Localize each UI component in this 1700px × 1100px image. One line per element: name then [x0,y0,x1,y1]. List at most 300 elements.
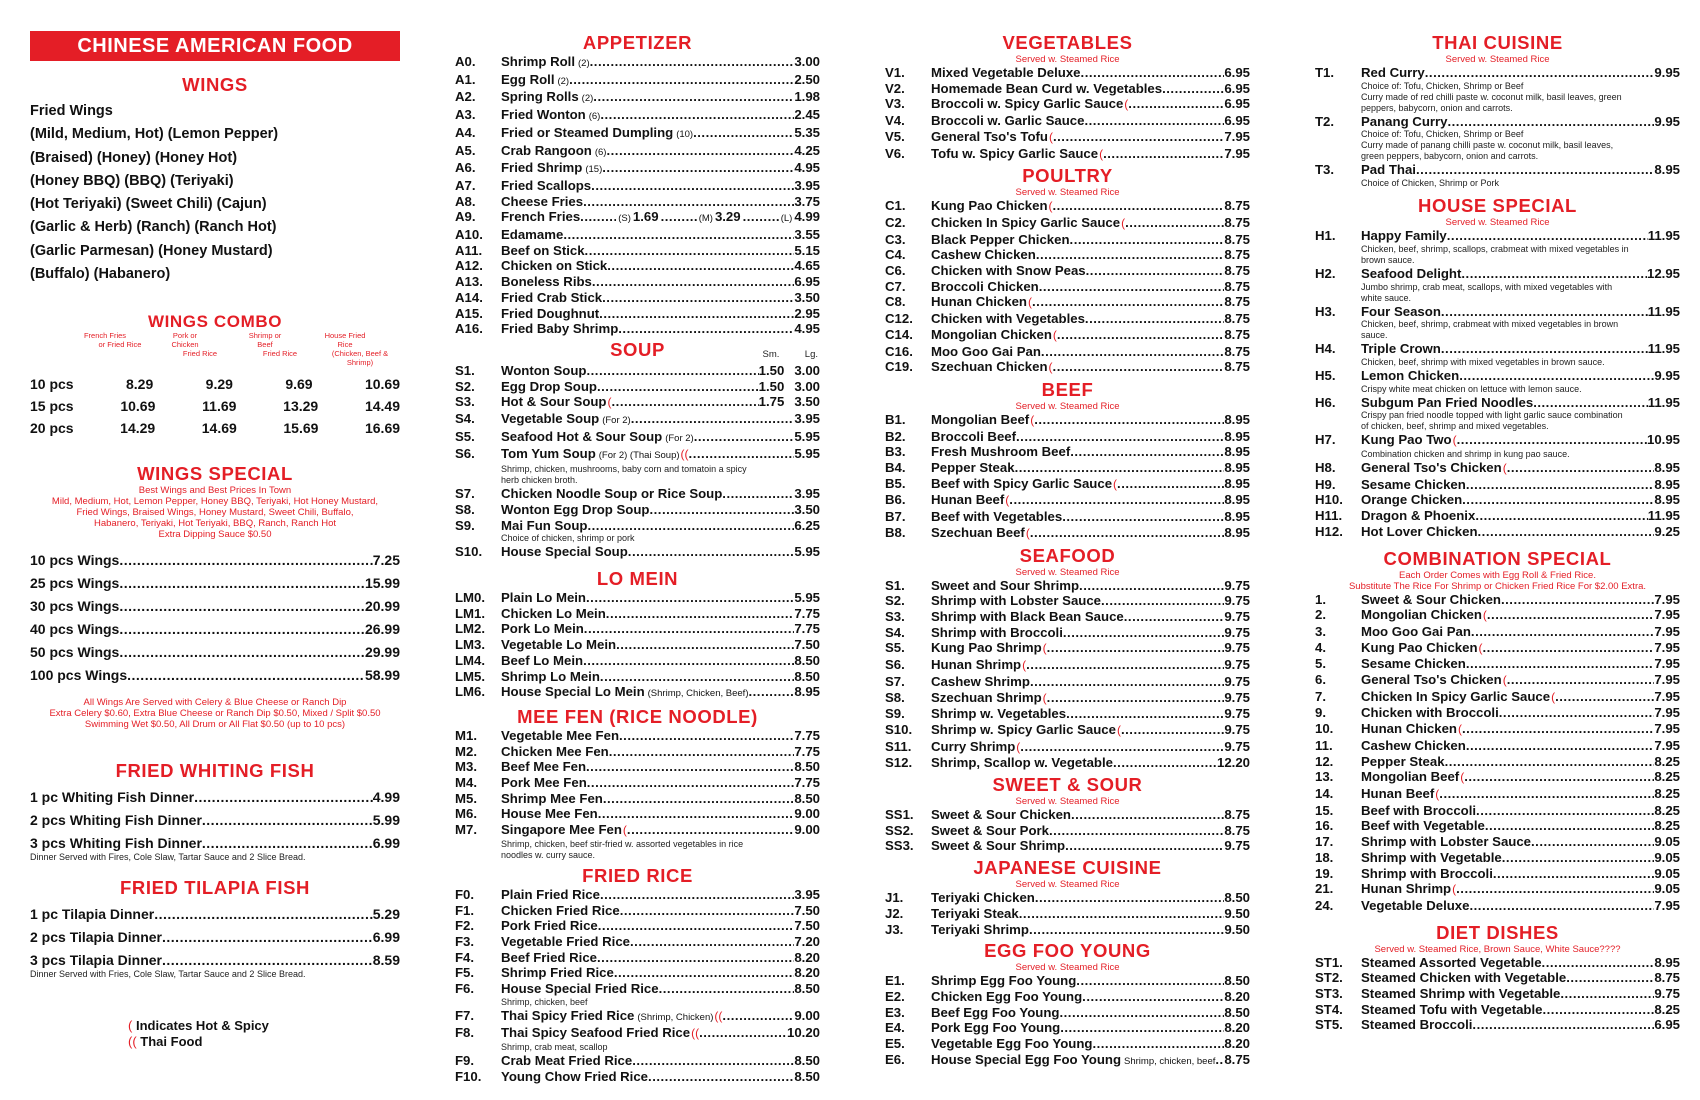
eggfoo-title: EGG FOO YOUNG [984,940,1151,962]
menu-item [1315,850,1680,866]
item-price: 3.75 [794,193,820,209]
item-name: Cheese Fries [501,193,584,209]
item-name: 10 pcs Wings [30,552,120,569]
menu-item [455,965,820,981]
leader-dots [1066,706,1224,722]
leader-dots [1459,368,1654,384]
menu-item [885,96,1250,113]
item-code: SS3. [885,838,914,854]
leader-dots [1047,690,1225,706]
item-price: 9.05 [1654,865,1680,881]
item-note: (For 2) [602,415,631,427]
item-name: 25 pcs Wings [30,575,120,592]
item-code: M2. [455,743,477,759]
leader-dots [318,395,365,417]
menu-item [30,572,400,595]
item-price: 4.25 [794,142,820,158]
item-code: LM2. [455,621,486,637]
item-code: H3. [1315,303,1336,319]
seafood-list [885,578,1250,771]
item-code: SS2. [885,822,914,838]
item-name: Cashew Shrimp [931,673,1030,689]
menu-item [1315,368,1680,384]
item-code: M5. [455,790,477,806]
menu-item [885,525,1250,542]
leader-dots [586,363,758,379]
item-price: 8.25 [1654,769,1680,785]
leader-dots [1466,477,1655,493]
item-price: 8.75 [1224,311,1250,327]
item-code: 16. [1315,818,1334,834]
menu-item [885,890,1250,906]
leader-dots [1441,341,1648,357]
beef-sub: Served w. Steamed Rice [1015,400,1120,412]
leader-dots [583,653,794,669]
leader-dots [1113,755,1217,771]
leader-dots [1478,524,1655,540]
leader-dots [1053,359,1225,375]
menu-item [885,232,1250,248]
item-code: A16. [455,321,483,337]
item-code: B6. [885,492,906,508]
item-code: B1. [885,411,906,427]
menu-item [455,669,820,685]
menu-item [1315,492,1680,508]
item-price: 3.50 [794,501,820,517]
item-name: Panang Curry [1361,113,1448,129]
menu-item [455,209,820,227]
item-name: Shrimp, Scallop w. Vegetable [931,755,1113,771]
item-price: 9.75 [1224,689,1250,705]
item-price: 7.25 [372,552,400,569]
menu-item [455,274,820,290]
leader-dots [722,1008,794,1024]
item-name: Sweet and Sour Shrimp [931,577,1080,593]
item-price: 8.75 [1654,970,1680,986]
item-name: Pad Thai [1361,162,1416,178]
item-name: Sweet & Sour Pork [931,822,1049,838]
item-code: S4. [885,624,905,640]
leader-dots [1416,162,1654,178]
item-code: A8. [455,193,476,209]
vegetables-list [885,65,1250,162]
item-code: S1. [455,362,475,378]
wings-combo-title: WINGS COMBO [147,312,283,332]
item-price: 8.95 [1224,509,1250,525]
size-label: (L) [780,213,793,225]
leader-dots [1425,65,1655,81]
item-code: F0. [455,886,475,902]
item-price: 7.75 [794,605,820,621]
item-name: Fresh Mushroom Beef [931,444,1071,460]
item-name: Shrimp Egg Foo Young [931,973,1077,989]
item-price: 9.75 [1224,657,1250,673]
item-code: LM3. [455,637,486,653]
item-code: C7. [885,278,906,294]
leader-dots [1035,890,1224,906]
item-price: 8.95 [1654,162,1680,178]
leader-dots [119,641,365,664]
item-note: (Shrimp, Chicken) [637,1011,714,1023]
leader-dots [1036,247,1225,263]
leader-dots [1057,327,1224,343]
meefen-list [455,728,820,861]
item-name: Subgum Pan Fried Noodles [1361,394,1534,410]
menu-item [1315,266,1680,282]
item-code: C12. [885,311,913,327]
menu-item [1315,592,1680,608]
item-name: Moo Goo Gai Pan [931,343,1041,359]
item-name: Beef with Spicy Garlic Sauce [931,475,1113,491]
item-name: General Tso's Chicken [1361,460,1502,476]
combo-price: 11.69 [202,398,237,415]
leader-dots [1020,739,1224,755]
item-code: S9. [885,706,905,722]
leader-dots [1476,803,1654,819]
item-code: V6. [885,145,905,161]
item-code: C16. [885,343,913,359]
item-description: Choice of chicken, shrimp or pork [501,533,635,544]
leader-dots [1483,640,1655,656]
item-name: Kung Pao Chicken [931,198,1048,214]
leader-dots [1457,432,1647,448]
item-price: 9.75 [1224,838,1250,854]
item-name: Red Curry [1361,65,1425,80]
item-code: S6. [455,446,475,462]
item-code: S7. [455,486,475,502]
thai-sub: Served w. Steamed Rice [1445,54,1550,65]
leader-dots [1053,198,1225,214]
menu-item [30,903,400,926]
item-name: Chicken with Vegetables [931,311,1085,327]
item-name: Vegetable Mee Fen [501,727,619,743]
item-name: Fried Wonton [501,107,586,123]
menu-item [1315,341,1680,357]
lomein-list [455,590,820,702]
menu-item [455,606,820,622]
item-code: LM5. [455,668,486,684]
item-name: Sweet & Sour Chicken [1361,591,1501,607]
combo-price: 8.29 [126,376,154,393]
item-price: 6.99 [372,929,400,946]
item-name: Pork Lo Mein [501,621,584,637]
item-name: Fried or Steamed Dumpling [501,124,674,140]
item-name: Steamed Assorted Vegetable [1361,954,1542,970]
menu-item [1315,754,1680,770]
item-price: 3.00 [794,362,820,378]
item-price: 8.95 [1224,524,1250,540]
leader-dots [693,125,794,141]
item-code: H7. [1315,432,1336,448]
item-name: Pork Egg Foo Young [931,1020,1061,1036]
combo-header-line: Shrimp or Beef [248,331,282,350]
item-code: S9. [455,517,475,533]
item-code: 19. [1315,865,1334,881]
leader-dots [600,107,794,123]
hot-spicy-icon: ( [1452,433,1457,448]
item-name: Chicken Egg Foo Young [931,988,1083,1004]
item-price: 5.95 [794,544,820,560]
leader-dots [1466,738,1655,754]
wings-flavor-line: (Honey BBQ) (BBQ) (Teriyaki) [30,172,234,189]
leader-dots [659,981,795,997]
item-price: 10.20 [786,1025,820,1041]
appetizer-title: APPETIZER [582,32,693,53]
combo-header-line: Fried Rice [262,349,298,359]
wings-flavor-line: (Garlic & Herb) (Ranch) (Ranch Hot) [30,219,277,236]
item-code: H11. [1315,508,1343,524]
item-code: S10. [455,544,483,560]
item-code: T2. [1315,113,1335,129]
menu-item [885,129,1250,146]
item-price: 8.25 [1654,1001,1680,1017]
item-price: 8.50 [794,790,820,806]
item-price: 8.50 [794,981,820,997]
menu-item [30,595,400,618]
item-name: Vegetable Fried Rice [501,933,630,949]
item-code: A6. [455,160,476,176]
menu-item [455,143,820,161]
leader-dots [648,1069,794,1085]
item-price: 9.50 [1224,905,1250,921]
item-price: 8.95 [1654,954,1680,970]
item-code: H10. [1315,492,1343,508]
item-price: 8.20 [1224,1020,1250,1036]
menu-item [1315,803,1680,819]
menu-item [455,411,820,429]
item-code: 17. [1315,834,1334,850]
leader-dots [1062,509,1224,525]
menu-item [455,89,820,107]
item-code: F10. [455,1068,482,1084]
item-name: Beef with Vegetable [1361,818,1485,834]
item-price: 7.95 [1654,737,1680,753]
item-price: 8.50 [1224,973,1250,989]
menu-item [455,950,820,966]
item-code: ST4. [1315,1001,1343,1017]
item-code: M6. [455,806,477,822]
item-name: Fried Shrimp [501,160,583,176]
vegetables-sub: Served w. Steamed Rice [1015,54,1120,65]
item-price: 8.75 [1224,326,1250,342]
menu-item [885,492,1250,509]
wings-list [30,100,400,286]
item-price: 20.99 [364,598,400,615]
thai-list [1315,65,1680,189]
hot-spicy-icon: ( [1502,673,1507,688]
item-code: ST1. [1315,954,1343,970]
item-price: 8.75 [1224,263,1250,279]
item-price: 7.75 [794,743,820,759]
soup-size-header: Sm. Lg. [762,348,818,360]
menu-item [1315,460,1680,477]
hot-spicy-icon: ( [1478,640,1483,655]
item-price: 9.25 [1654,523,1680,539]
menu-item [1315,162,1680,178]
item-price: 3.95 [794,411,820,427]
item-price: 7.95 [1654,705,1680,721]
item-description: Shrimp, chicken, mushrooms, baby corn and tomatoin a spicy herb chicken broth. [501,464,747,486]
combo-price: 13.29 [283,398,319,415]
menu-item [455,621,820,637]
combo-header-line: or Fried Rice [98,340,142,350]
leader-dots [592,274,794,290]
item-code: H4. [1315,341,1336,357]
item-code: C8. [885,294,906,310]
combo-header-line: (Chicken, Beef & Shrimp) [331,349,389,368]
menu-item [455,918,820,934]
leader-dots [602,160,794,176]
item-price: 9.05 [1654,881,1680,897]
menu-item [1315,624,1680,640]
leader-dots [1439,786,1654,802]
item-price: 8.95 [1224,444,1250,460]
menu-item [1315,898,1680,914]
item-name: Curry Shrimp [931,738,1016,754]
item-code: S5. [455,428,475,444]
menu-item [1315,1002,1680,1018]
item-code: S6. [885,657,905,673]
leader-dots [1026,657,1224,673]
item-price: 26.99 [364,621,400,638]
item-price: 2.50 [794,71,820,87]
menu-item [455,822,820,839]
item-price: 3.00 [794,378,820,394]
item-price: 12.20 [1216,755,1250,771]
item-name: Seafood Delight [1361,265,1462,281]
japanese-title: JAPANESE CUISINE [973,857,1162,879]
hot-spicy-icon: ( [1124,97,1129,112]
leader-dots [154,903,373,926]
menu-item [885,922,1250,938]
item-price: 6.95 [1224,80,1250,96]
menu-item [455,321,820,337]
item-price: 8.25 [1654,785,1680,801]
house-sub: Served w. Steamed Rice [1445,217,1550,229]
leader-dots [1566,970,1654,986]
item-name: Chicken Lo Mein [501,605,606,621]
item-price: 8.50 [794,652,820,668]
item-code: 5. [1315,656,1326,672]
menu-item [1315,970,1680,986]
item-code: A0. [455,54,476,69]
item-code: T3. [1315,162,1335,178]
size-label: (M) [698,213,713,225]
item-name: Mixed Vegetable Deluxe [931,65,1081,80]
item-code: J2. [885,905,904,921]
menu-item [30,618,400,641]
item-name: Thai Spicy Seafood Fried Rice [501,1025,691,1041]
leader-dots [616,637,794,653]
item-price: 8.20 [794,949,820,965]
leader-dots [202,809,373,832]
item-name: Szechuan Shrimp [931,689,1042,705]
leader-dots [563,227,794,243]
leader-dots [583,194,794,210]
item-code: A7. [455,177,476,193]
item-name: 1 pc Whiting Fish Dinner [30,789,195,806]
item-code: M4. [455,775,477,791]
leader-dots [689,446,795,462]
item-code: 10. [1315,721,1334,737]
wings-flavor-line: (Hot Teriyaki) (Sweet Chili) (Cajun) [30,196,267,213]
leader-dots [1487,607,1654,623]
item-price: 8.50 [1224,1004,1250,1020]
item-code: 24. [1315,897,1334,913]
item-name: General Tso's Tofu [931,128,1048,144]
item-price: 6.95 [1224,96,1250,112]
leader-dots [1047,640,1225,656]
item-code: A2. [455,89,476,105]
item-name: Sweet & Sour Shrimp [931,838,1066,854]
leader-dots [74,395,121,417]
item-code: H5. [1315,367,1336,383]
item-code: A5. [455,142,476,158]
item-description: Shrimp, chicken, beef [501,996,588,1007]
wings-combo-table [30,373,400,439]
menu-item [885,755,1250,771]
menu-item [885,311,1250,327]
menu-item [455,107,820,125]
leader-dots [1032,294,1224,310]
item-code: 18. [1315,849,1334,865]
hot-spicy-icon: ( [1042,641,1047,656]
house-list [1315,228,1680,539]
item-code: E5. [885,1036,905,1052]
item-price: 2.95 [794,305,820,321]
item-code: S3. [885,608,905,624]
menu-item [30,641,400,664]
item-code: V4. [885,113,905,129]
item-price: 7.75 [794,621,820,637]
wings-special-note: Extra Celery $0.60, Extra Blue Cheese or Ranch Dip $0.50, Mixed / Split $0.50 [49,708,381,720]
poultry-list [885,198,1250,376]
menu-item [455,590,820,606]
hot-spicy-icon: (( [714,1008,723,1023]
item-code: C6. [885,263,906,279]
item-price: 8.95 [1224,475,1250,491]
menu-item [885,294,1250,311]
item-description: Curry made of panang chilli paste w. coconut milk, basil leaves, green peppers, babycorn, onion and carrots. [1361,140,1614,162]
item-price: 8.95 [1224,460,1250,476]
item-code: S3. [455,394,475,410]
item-price: 58.99 [364,667,400,684]
hot-spicy-icon: ( [1016,739,1021,754]
leader-dots [628,544,795,560]
item-price: 8.95 [1224,492,1250,508]
menu-item [455,981,820,997]
diet-list [1315,955,1680,1034]
menu-item [1315,834,1680,850]
item-code: LM1. [455,605,486,621]
menu-item [885,1052,1250,1070]
menu-item [1315,395,1680,411]
menu-item [30,786,400,809]
menu-item [455,728,820,744]
item-name: Hunan Beef [1361,785,1435,801]
item-name: Hunan Chicken [1361,721,1457,737]
item-price: 7.50 [794,918,820,934]
item-price: 8.50 [794,1068,820,1084]
item-description: Chicken, beef, shrimp, scallops, crabmeat with mixed vegetables in brown sauce. [1361,243,1629,265]
item-name: Triple Crown [1361,341,1441,357]
item-price: 8.75 [1224,198,1250,214]
item-price: 11.95 [1647,341,1680,357]
item-price: 8.75 [1224,294,1250,310]
menu-item [1315,524,1680,540]
leader-dots [119,549,372,572]
menu-item [455,160,820,178]
